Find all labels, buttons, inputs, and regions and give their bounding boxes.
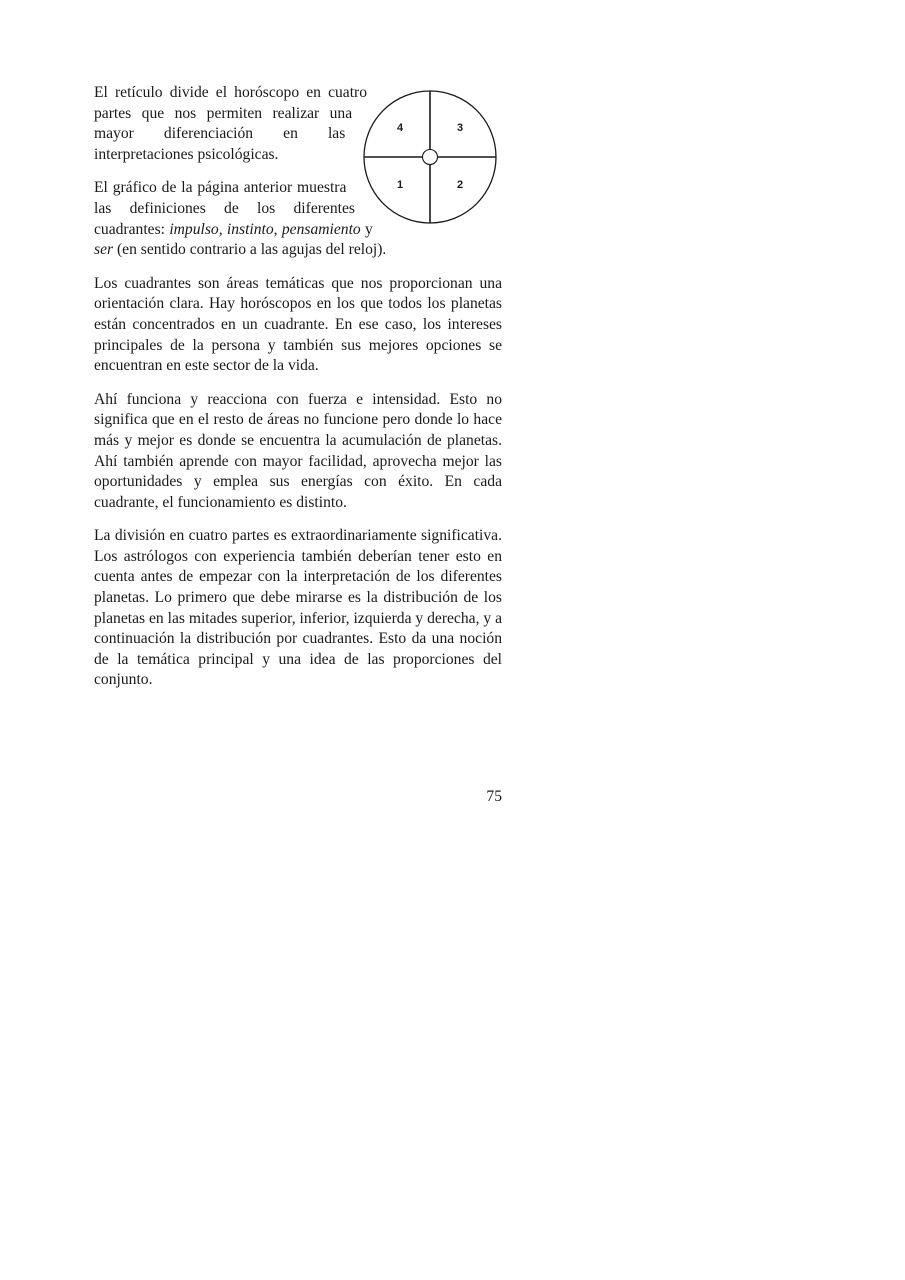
center-circle — [423, 150, 438, 165]
paragraph-3: Los cuadrantes son áreas temáticas que nos proporcionan una orientación clara. Hay horóscopos en los que todos los planetas están concentrados en un cuadrante. En ese caso, los intereses principales de la persona y también sus mejores opciones se encuentran en este sector de la vida. — [94, 274, 502, 375]
quadrant-circle-graphic — [356, 83, 506, 233]
paragraph-2-italic-ser: ser — [94, 241, 114, 259]
paragraph-2-text-b: y — [360, 220, 373, 238]
paragraph-2-text-a: El gráfico de la página anterior muestra las definiciones de los diferentes cuadrantes: — [94, 179, 355, 238]
quadrant-label-1: 1 — [396, 179, 404, 191]
body-text-column — [94, 83, 502, 704]
quadrant-label-3: 3 — [456, 122, 464, 134]
paragraph-4: Ahí funciona y reacciona con fuerza e intensidad. Esto no significa que en el resto de áreas no funcione pero donde lo hace más y mejor es donde se encuentra la acumulación de planetas. Ahí también aprende con mayor facilidad, aprovecha mejor las oportunidades y emplea sus energías con éxito. En cada cuadrante, el funcionamiento es distinto. — [94, 390, 502, 511]
paragraph-2-text-c: (en sentido contrario a las agujas del reloj). — [113, 241, 387, 259]
horoscope-quadrant-diagram — [356, 83, 506, 233]
quadrant-label-2: 2 — [456, 179, 464, 191]
paragraph-5: La división en cuatro partes es extraordinariamente significativa. Los astrólogos con experiencia también deberían tener esto en cuenta antes de empezar con la interpretación de los diferentes planetas. Lo primero que debe mirarse es la distribución de los planetas en las mitades superior, inferior, izquierda y derecha, y a continuación la distribución por cuadrantes. Esto da una noción de la temática principal y una idea de las proporciones del conjunto. — [94, 527, 502, 689]
paragraph-1: El retículo divide el horóscopo en cuatro partes que nos permiten realizar una mayor diferenciación en las interpretaciones psicológicas. — [94, 84, 368, 163]
page-number: 75 — [486, 788, 502, 805]
quadrant-label-4: 4 — [396, 122, 404, 134]
paragraph-2-italic-terms: impulso, instinto, pensamiento — [169, 220, 361, 238]
